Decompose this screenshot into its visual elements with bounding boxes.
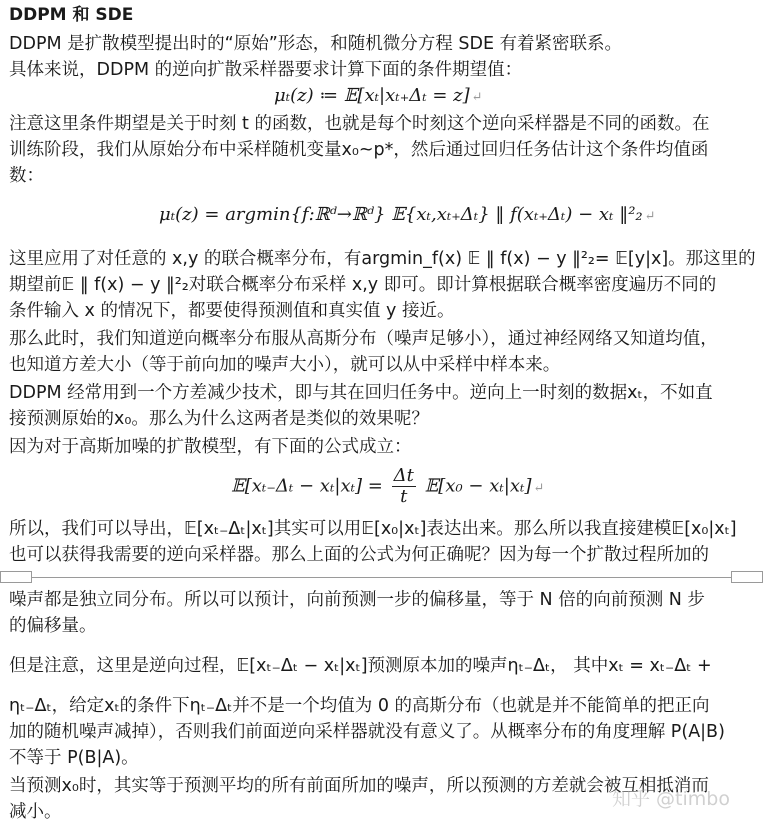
text-line: 接预测原始的x₀。那么为什么这两者是类似的效果呢？ <box>9 409 429 429</box>
text-line: 那么此时，我们知道逆向概率分布服从高斯分布（噪声足够小），通过神经网络又知道均值， <box>9 329 718 349</box>
text-line: 期望前𝔼 ‖ f(x) − y ‖²₂对联合概率分布采样 x,y 即可。即计算根据联合概率密度遍历不同的 <box>9 275 717 295</box>
text-line: 数： <box>9 166 44 186</box>
text-line: 也可以获得我需要的逆向采样器。那么上面的公式为何正确呢？因为每一个扩散过程所加的 <box>9 545 709 565</box>
text-line: 噪声都是独立同分布。所以可以预计，向前预测一步的偏移量，等于 N 倍的向前预测 N 步 <box>9 590 705 610</box>
paragraph-mark: ↵ <box>471 90 483 105</box>
doc-title: DDPM 和 SDE <box>9 5 134 25</box>
fraction-denominator: t <box>400 486 408 507</box>
text-line: 加的随机噪声减掉），否则我们前面逆向采样器就没有意义了。从概率分布的角度理解 P(A|B) <box>9 722 725 742</box>
text-line: 因为对于高斯加噪的扩散模型，有下面的公式成立： <box>9 437 412 457</box>
page-break-marker-left <box>0 571 32 583</box>
text-line: 当预测x₀时，其实等于预测平均的所有前面所加的噪声，所以预测的方差就会被互相抵消而 <box>9 776 709 796</box>
text-line: 这里应用了对任意的 x,y 的联合概率分布，有argmin_f(x) 𝔼 ‖ f(x) − y ‖²₂= 𝔼[y|x]。那这里的 <box>9 249 756 269</box>
text-line: 具体来说，DDPM 的逆向扩散采样器要求计算下面的条件期望值： <box>9 60 523 80</box>
equation-left: 𝔼[xₜ₋Δₜ − xₜ|xₜ] = <box>231 475 383 497</box>
text-line: 不等于 P(B|A)。 <box>9 748 139 768</box>
text-line: 的偏移量。 <box>9 616 97 636</box>
equation-1 <box>274 85 483 106</box>
text-line: ηₜ₋Δₜ，给定xₜ的条件下ηₜ₋Δₜ并不是一个均值为 0 的高斯分布（也就是并不能简单的把正向 <box>9 696 710 716</box>
text-line: 也知道方差大小（等于前向加的噪声大小），就可以从中采样中样本来。 <box>9 355 561 375</box>
text-line: 条件输入 x 的情况下，都要使得预测值和真实值 y 接近。 <box>9 301 455 321</box>
text-line: 注意这里条件期望是关于时刻 t 的函数，也就是每个时刻这个逆向采样器是不同的函数。在 <box>9 114 710 134</box>
page-break-marker-right <box>731 571 763 583</box>
fraction-numerator: Δt <box>393 465 414 486</box>
text-line: 所以，我们可以导出，𝔼[xₜ₋Δₜ|xₜ]其实可以用𝔼[x₀|xₜ]表达出来。那么所以我直接建模𝔼[x₀|xₜ] <box>9 519 737 539</box>
equation-text: μₜ(z) = argmin{f:ℝᵈ→ℝᵈ} 𝔼{xₜ,xₜ₊Δₜ} ‖ f(xₜ₊Δₜ) − xₜ ‖²₂ <box>159 204 643 225</box>
page-break-rule <box>0 577 763 578</box>
text-line: DDPM 是扩散模型提出时的“原始”形态，和随机微分方程 SDE 有着紧密联系。 <box>9 34 623 54</box>
text-line: 训练阶段，我们从原始分布中采样随机变量x₀~p*，然后通过回归任务估计这个条件均值函 <box>9 140 709 160</box>
equation-3 <box>231 466 544 507</box>
paragraph-mark: ↵ <box>644 209 656 224</box>
text-line: DDPM 经常用到一个方差减少技术，即与其在回归任务中。逆向上一时刻的数据xₜ，不如直 <box>9 383 713 403</box>
equation-2 <box>159 204 656 225</box>
equation-text: μₜ(z) ≔ 𝔼[xₜ|xₜ₊Δₜ = z] <box>274 85 470 106</box>
fraction <box>392 466 416 507</box>
paragraph-mark: ↵ <box>533 480 545 496</box>
text-line: 减小。 <box>9 802 62 822</box>
text-line: 但是注意，这里是逆向过程，𝔼[xₜ₋Δₜ − xₜ|xₜ]预测原本加的噪声ηₜ₋Δₜ， 其中xₜ = xₜ₋Δₜ + <box>9 656 712 676</box>
watermark: 知乎 @timbo <box>612 788 730 810</box>
equation-right: 𝔼[x₀ − xₜ|xₜ] <box>424 475 532 497</box>
